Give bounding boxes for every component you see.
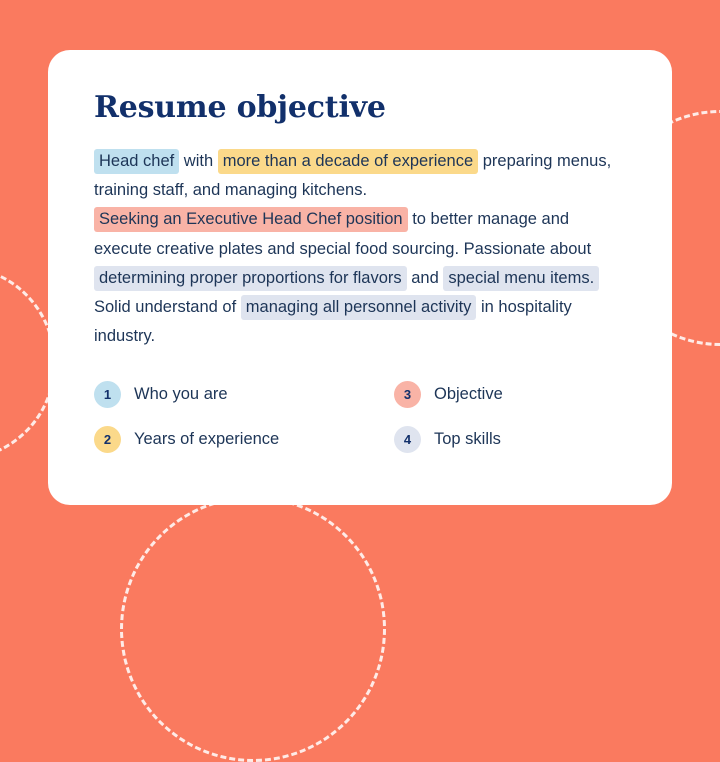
paragraph-text-4: and (406, 268, 444, 287)
legend-item-top-skills (394, 426, 626, 453)
legend-label-1: Who you are (134, 385, 228, 404)
legend-badge-2: 2 (94, 426, 121, 453)
legend-label-4: Top skills (434, 430, 501, 449)
legend-label-3: Objective (434, 385, 503, 404)
legend-badge-3: 3 (394, 381, 421, 408)
legend-item-objective (394, 381, 626, 408)
highlight-years-of-experience: more than a decade of experience (218, 149, 478, 174)
paragraph-text-1: with (179, 152, 218, 170)
page-title: Resume objective (94, 90, 386, 125)
highlight-top-skills-1: determining proper proportions for flavors (94, 266, 407, 291)
legend-badge-4: 4 (394, 426, 421, 453)
legend-item-who-you-are (94, 381, 394, 408)
highlight-objective: Seeking an Executive Head Chef position (94, 207, 408, 232)
paragraph-text-6: in hospitality industry. (94, 298, 572, 346)
paragraph-text-5: Solid understand of (94, 298, 241, 317)
highlight-top-skills-3: managing all personnel activity (241, 295, 477, 320)
paragraph-text-3: to better manage and execute creative plates and special food sourcing. Passionate about (94, 210, 592, 258)
decorative-arc-bottom (120, 496, 386, 762)
legend-item-years-of-experience (94, 426, 394, 453)
highlight-top-skills-2: special menu items. (443, 266, 599, 291)
legend-label-2: Years of experience (134, 430, 280, 449)
highlight-who-you-are: Head chef (94, 149, 179, 174)
paragraph-text-2: preparing menus, training staff, and managing kitchens. (94, 152, 612, 200)
resume-objective-card (48, 50, 672, 505)
legend-badge-1: 1 (94, 381, 121, 408)
legend (94, 381, 626, 453)
objective-paragraph (94, 147, 626, 351)
